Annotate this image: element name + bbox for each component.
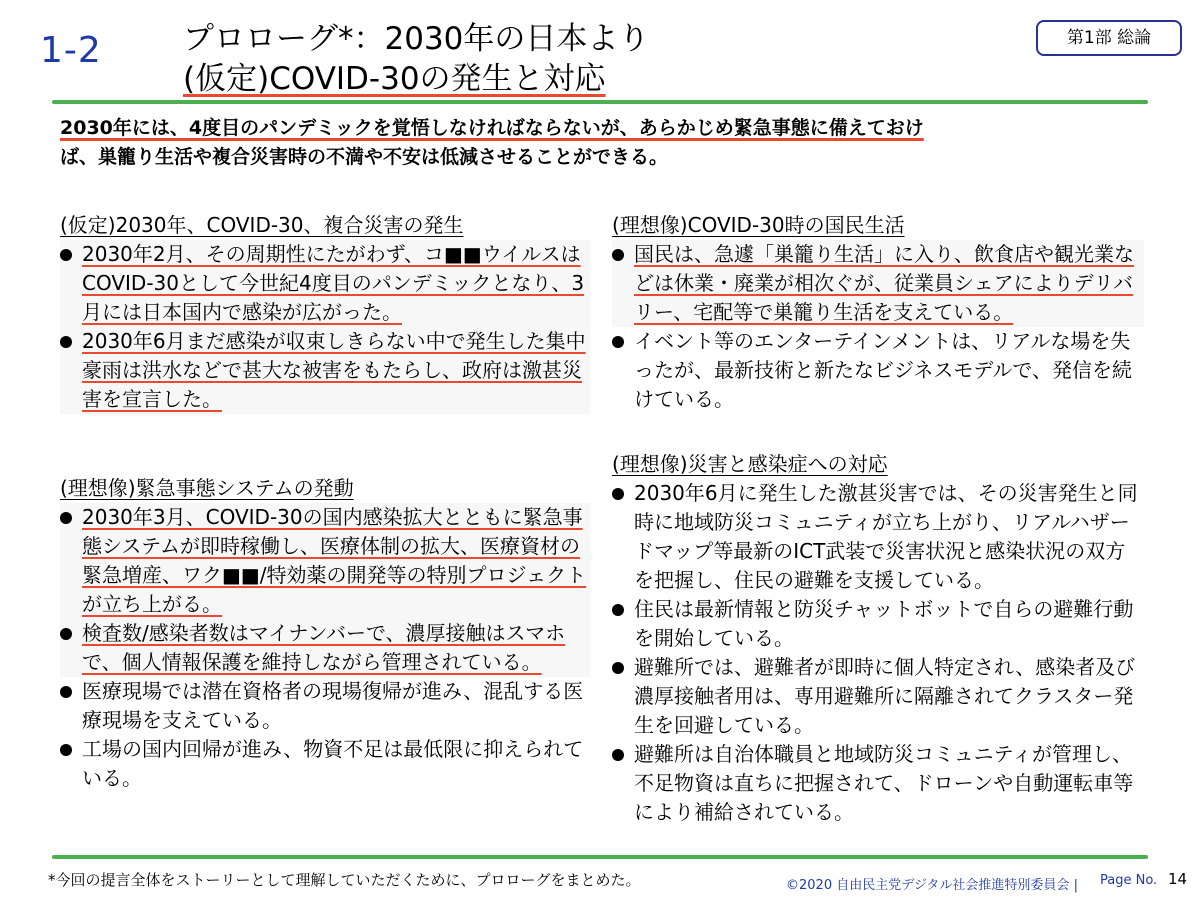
list-item: 避難所では、避難者が即時に個人特定され、感染者及び濃厚接触者用は、専用避難所に隔離されてクラスター発生を回避している。 <box>612 653 1144 740</box>
footnote: *今回の提言全体をストーリーとして理解していただくために、プロローグをまとめた。 <box>48 871 641 889</box>
list-item: 国民は、急遽「巣籠り生活」に入り、飲食店や観光業などは休業・廃業が相次ぐが、従業員シェアによりデリバリー、宅配等で巣籠り生活を支えている。 <box>612 240 1144 327</box>
block-heading: (仮定)2030年、COVID-30、複合災害の発生 <box>60 213 464 237</box>
bullet-icon <box>612 249 624 261</box>
bullet-icon <box>60 744 72 756</box>
section-badge: 第1部 総論 <box>1036 20 1182 56</box>
summary-statement <box>60 114 1145 172</box>
summary-line2: ば、巣籠り生活や複合災害時の不満や不安は低減させることができる。 <box>60 146 669 168</box>
bullet-icon <box>612 604 624 616</box>
bullet-icon <box>60 686 72 698</box>
page-number: 14 <box>1168 870 1188 888</box>
list-item: 避難所は自治体職員と地域防災コミュニティが管理し、不足物資は直ちに把握されて、ドローンや自動運転車等により補給されている。 <box>612 740 1144 827</box>
block-heading: (理想像)緊急事態システムの発動 <box>60 476 354 500</box>
top-divider <box>52 100 1148 104</box>
bullet-icon <box>612 749 624 761</box>
page-title-line2: (仮定)COVID-30の発生と対応 <box>183 61 606 97</box>
list-item: 工場の国内回帰が進み、物資不足は最低限に抑えられている。 <box>60 735 590 793</box>
block-emergency-system <box>60 474 590 793</box>
block-citizen-life <box>612 211 1144 414</box>
block-disaster-response <box>612 450 1144 827</box>
list-item: 2030年6月に発生した激甚災害では、その災害発生と同時に地域防災コミュニティが立ち上がり、リアルハザードマップ等最新のICT武装で災害状況と感染状況の双方を把握し、住民の避難を支援している。 <box>612 479 1144 595</box>
page-label: Page No. <box>1100 873 1158 888</box>
block-heading: (理想像)災害と感染症への対応 <box>612 452 888 476</box>
list-item: 2030年3月、COVID-30の国内感染拡大とともに緊急事態システムが即時稼働し、医療体制の拡大、医療資材の緊急増産、ワク■■/特効薬の開発等の特別プロジェクトが立ち上がる。 <box>60 503 590 619</box>
bullet-icon <box>60 512 72 524</box>
bullet-icon <box>60 336 72 348</box>
list-item: 検査数/感染者数はマイナンバーで、濃厚接触はスマホで、個人情報保護を維持しながら管理されている。 <box>60 619 590 677</box>
bottom-divider <box>52 855 1148 859</box>
copyright: ©2020 自由民主党デジタル社会推進特別委員会 | <box>786 878 1078 893</box>
list-item: 2030年2月、その周期性にたがわず、コ■■ウイルスはCOVID-30として今世紀4度目のパンデミックとなり、3月には日本国内で感染が広がった。 <box>60 240 590 327</box>
bullet-icon <box>612 662 624 674</box>
list-item: イベント等のエンターテインメントは、リアルな場を失ったが、最新技術と新たなビジネスモデルで、発信を続けている。 <box>612 327 1144 414</box>
list-item: 医療現場では潜在資格者の現場復帰が進み、混乱する医療現場を支えている。 <box>60 677 590 735</box>
bullet-icon <box>612 336 624 348</box>
block-assumption-outbreak <box>60 211 590 414</box>
bullet-icon <box>612 488 624 500</box>
list-item: 2030年6月まだ感染が収束しきらない中で発生した集中豪雨は洪水などで甚大な被害をもたらし、政府は激甚災害を宣言した。 <box>60 327 590 414</box>
block-heading: (理想像)COVID-30時の国民生活 <box>612 213 905 237</box>
list-item: 住民は最新情報と防災チャットボットで自らの避難行動を開始している。 <box>612 595 1144 653</box>
page-title-line1: プロローグ*：2030年の日本より <box>183 21 650 57</box>
bullet-icon <box>60 249 72 261</box>
slide-number: 1-2 <box>40 30 102 71</box>
bullet-icon <box>60 628 72 640</box>
summary-line1: 2030年には、4度目のパンデミックを覚悟しなければならないが、あらかじめ緊急事態に備えておけ <box>60 117 924 139</box>
